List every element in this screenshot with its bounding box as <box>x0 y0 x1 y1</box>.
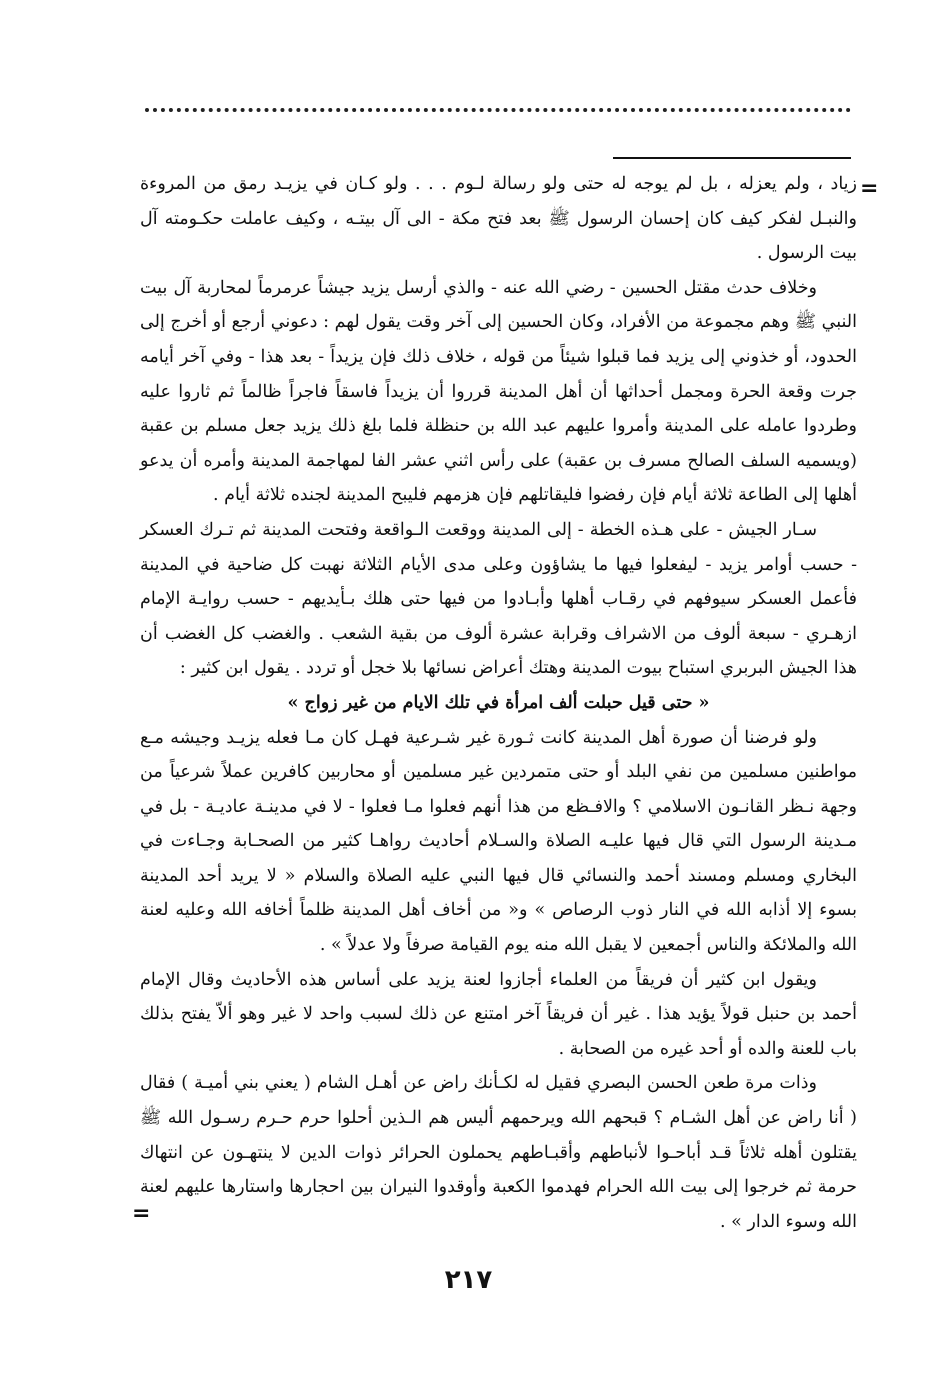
quote-line: « حتى قيل حبلت ألف امرأة في تلك الايام من غير زواج » <box>287 692 710 713</box>
paragraph: ويقول ابن كثير أن فريقاً من العلماء أجازوا لعنة يزيد على أساس هذه الأحاديث وقال الإمام أحمد بن حنبل قولاً يؤيد هذا . غير أن فريقاً آخر امتنع عن ذلك لسبب واحد لا غير وهو ألاّ يفتح بذلك باب للعنة والده أو أحد غيره من الصحابة . <box>140 969 857 1059</box>
dotted-separator <box>145 108 851 112</box>
footnote-rule <box>613 157 851 159</box>
paragraph: وذات مرة طعن الحسن البصري فقيل له لكـأنك راض عن أهـل الشام ( يعني بني أميـة ) فقال ( أنا راض عن أهل الشـام ؟ قبحهم الله ويرحمهم أليس هم الـذين أحلوا حرم حـرم رسـول الله ﷺ يقتلون أهله ثلاثاً قـد أباحـوا لأنباطهم وأقبـاطهم يحملون الحرائر ذوات الدين لا ينتهـون عن انتهاك حرمة ثم خرجوا إلى بيت الله الحرام فهدموا الكعبة وأوقدوا النيران بين احجارها واستارها عليهم لعنة الله وسوء الدار » . <box>140 1073 857 1232</box>
paragraph: وخلاف حدث مقتل الحسين - رضي الله عنه - والذي أرسل يزيد جيشاً عرمرماً لمحاربة آل بيت النبي ﷺ وهم مجموعة من الأفراد، وكان الحسين إلى آخر وقت يقول لهم : دعوني أرجع أو أخرج إلى الحدود، أو خذوني إلى يزيد فما قبلوا شيئاً من قوله ، خلاف ذلك فإن يزيداً - بعد هذا - وفي آخر أيامه جرت وقعة الحرة ومجمل أحداثها أن أهل المدينة قرروا أن يزيداً فاسقاً فاجراً ظالماً ثم ثاروا عليه وطردوا عامله على المدينة وأمروا عليهم عبد الله بن حنظلة فلما بلغ ذلك يزيد جعل مسلم بن عقبة (ويسميه السلف الصالح مسرف بن عقبة) على رأس اثني عشر الفا لمهاجمة المدينة وأمره أن يدعو أهلها إلى الطاعة ثلاثة أيام فإن رفضوا فليقاتلهم فإن هزمهم فليبح المدينة لجنده ثلاثة أيام . <box>140 277 857 506</box>
continuation-mark-top: = <box>860 176 879 201</box>
page-number: ٢١٧ <box>444 1265 493 1295</box>
paragraph-continuation: زياد ، ولم يعزله ، بل لم يوجه له حتى ولو رسالة لـوم . . . ولو كـان في يزيـد رمق من المروءة والنبـل لفكر كيف كان إحسان الرسول ﷺ بعد فتح مكة - الى آل بيتـه ، وكيف عاملت حكـومته آل بيت الرسول . <box>140 174 857 264</box>
paragraph: سـار الجيش - على هـذه الخطة - إلى المدينة ووقعت الـواقعة وفتحت المدينة ثم تـرك العسكر - حسب أوامر يزيد - ليفعلوا فيها ما يشاؤون وعلى مدى الأيام الثلاثة نهبت كل ضاحية في المدينة فأعمل العسكر سيوفهم في رقـاب أهلها وأبـادوا من فيها حتى هلك بـأيديهم - حسب روايـة الإمام ازهـري - سبعة ألوف من الاشراف وقرابة عشرة ألوف من بقية الشعب . والغضب كل الغضب أن هذا الجيش البربري استباح بيوت المدينة وهتك أعراض نسائها بلا خجل أو تردد . يقول ابن كثير : <box>140 519 857 679</box>
continuation-mark-bottom: = <box>132 1201 151 1226</box>
page-body <box>140 167 857 1239</box>
paragraph: ولو فرضنا أن صورة أهل المدينة كانت ثـورة غير شـرعية فهـل كان مـا فعله يزيـد وجيشه مـع مواطنين مسلمين من نفي البلد أو حتى متمردين غير مسلمين أو محاربين كافرين عملاً شرعياً من وجهة نـظر القانـون الاسلامي ؟ والافـظع من هذا أنهم فعلوا مـا فعلوا - لا في مدينـة عاديـة - بل في مـدينة الرسول التي قال فيها عليـه الصلاة والسـلام أحاديث رواهـا كثير من الصحـابة وجـاءت في البخاري ومسلم ومسند أحمد والنسائي قال فيها النبي عليه الصلاة والسلام « لا يريد أحد المدينة بسوء إلا أذابه الله في النار ذوب الرصاص » و« من أخاف أهل المدينة ظلماً أخافه الله وعليه لعنة الله والملائكة والناس أجمعين لا يقبل الله منه يوم القيامة صرفاً ولا عدلاً » . <box>140 727 857 956</box>
